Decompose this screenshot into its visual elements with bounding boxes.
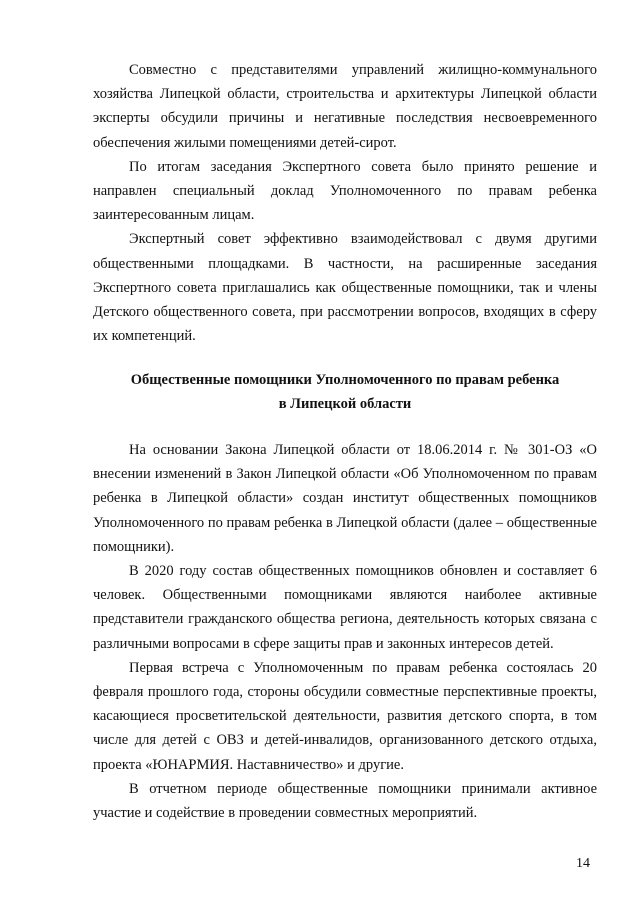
page-number: 14 [576, 856, 590, 871]
paragraph: В 2020 году состав общественных помощников обновлен и составляет 6 человек. Общественными помощниками являются наиболее активные представители гражданского общества региона, деятельность которых связана с различными вопросами в сфере защиты прав и законных интересов детей. [93, 563, 597, 652]
paragraph: По итогам заседания Экспертного совета было принято решение и направлен специальный доклад Уполномоченного по правам ребенка заинтересованным лицам. [93, 158, 597, 224]
intro-section [93, 58, 597, 348]
paragraph: Экспертный совет эффективно взаимодействовал с двумя другими общественными площадками. В частности, на расширенные заседания Экспертного совета приглашались как общественные помощники, так и члены Детского общественного совета, при рассмотрении вопросов, входящих в сферу их компетенций. [93, 231, 597, 345]
paragraph: В отчетном периоде общественные помощники принимали активное участие и содействие в проведении совместных мероприятий. [93, 780, 597, 822]
section-body [93, 438, 597, 825]
paragraph: На основании Закона Липецкой области от 18.06.2014 г. № 301-ОЗ «О внесении изменений в Закон Липецкой области «Об Уполномоченном по правам ребенка в Липецкой области» создан институт общественных помощников Уполномоченного по правам ребенка в Липецкой области (далее – общественные помощники). [93, 442, 597, 555]
paragraph: Первая встреча с Уполномоченным по правам ребенка состоялась 20 февраля прошлого года, стороны обсудили совместные перспективные проекты, касающиеся просветительской деятельности, развития детского спорта, в том числе для детей с ОВЗ и детей-инвалидов, организованного детского отдыха, проекта «ЮНАРМИЯ. Наставничество» и другие. [93, 659, 597, 773]
section-heading-line: в Липецкой области [278, 396, 412, 413]
paragraph: Совместно с представителями управлений жилищно-коммунального хозяйства Липецкой области, строительства и архитектуры Липецкой области эксперты обсудили причины и негативные последствия несвоевременного обеспечения жилыми помещениями детей-сирот. [93, 62, 597, 151]
section-heading [93, 368, 597, 416]
section-heading-line: Общественные помощники Уполномоченного по правам ребенка [130, 372, 560, 388]
